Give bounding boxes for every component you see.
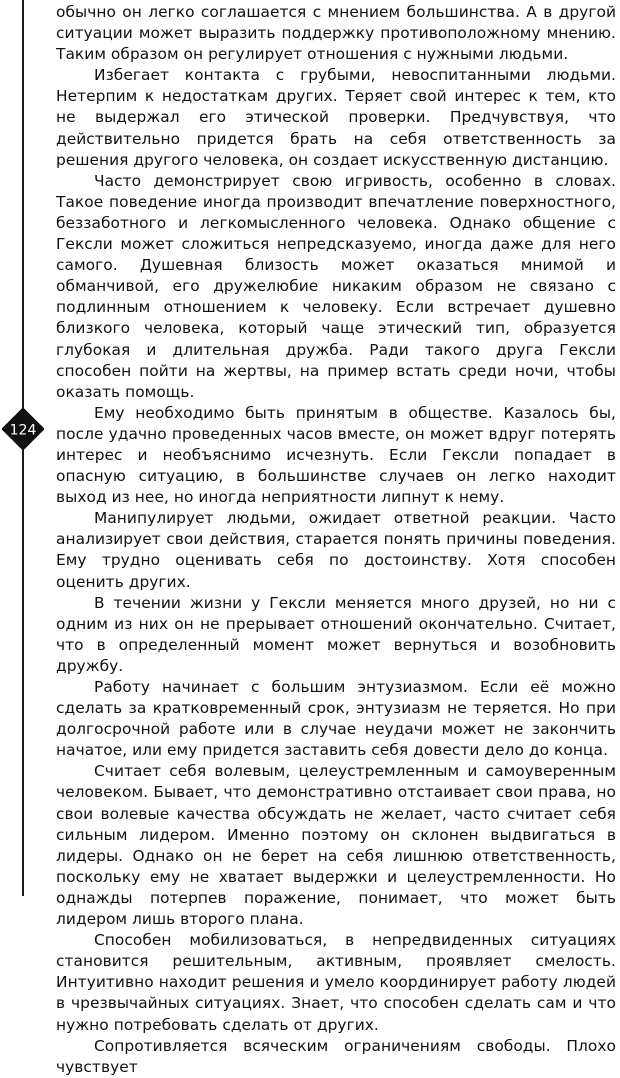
paragraph: Ему необходимо быть принятым в обществе. Казалось бы, после удачно проведенных часов вместе, он может вдруг потерять интерес и необъяснимо исчезнуть. Если Гексли попадает в опасную ситуацию, в большинстве случаев он легко находит выход из нее, но иногда неприятности липнут к нему.: [56, 403, 616, 507]
paragraph: Сопротивляется всяческим ограничениям свободы. Плохо чувствует: [56, 1036, 616, 1076]
paragraph: обычно он легко соглашается с мнением большинства. А в другой ситуации может выразить поддержку противоположному мнению. Таким образом он регулирует отношения с нужными людьми.: [56, 3, 616, 64]
paragraph: Избегает контакта с грубыми, невоспитанными людьми. Нетерпим к недостаткам других. Теряет свой интерес к тем, кто не выдержал его этической проверки. Предчувствуя, что действительно придется брать на себя ответственность за решения другого человека, он создает искусственную дистанцию.: [56, 66, 616, 169]
page-text: [56, 2, 616, 1078]
paragraph: В течении жизни у Гексли меняется много друзей, но ни с одним из них он не прерывает отношений окончательно. Считает, что в определенный момент может вернуться и возобновить дружбу.: [56, 593, 616, 675]
paragraph: Часто демонстрирует свою игривость, особенно в словах. Такое поведение иногда производит впечатление поверхностного, беззаботного и легкомысленного человека. Однако общение с Гексли может сложиться непредсказуемо, иногда даже для него самого. Душевная близость может оказаться мнимой и обманчивой, его дружелюбие никаким образом не связано с подлинным отношением к человеку. Если встречает душевно близкого человека, который чаще этический тип, образуется глубокая и длительная дружба. Ради такого друга Гексли способен пойти на жертвы, на пример встать среди ночи, чтобы оказать помощь.: [56, 171, 616, 401]
paragraph: Работу начинает с большим энтузиазмом. Если её можно сделать за кратковременный срок, энтузиазм не теряется. Но при долгосрочной работе или в случае неудачи может не закончить начатое, или ему придется заставить себя довести дело до конца.: [56, 678, 616, 760]
paragraph: Способен мобилизоваться, в непредвиденных ситуациях становится решительным, активным, проявляет смелость. Интуитивно находит решения и умело координирует работу людей в чрезвычайных ситуациях. Знает, что способен сделать сам и что нужно потребовать сделать от других.: [56, 931, 616, 1034]
page-number-badge: [2, 408, 44, 450]
paragraph: Считает себя волевым, целеустремленным и самоуверенным человеком. Бывает, что демонстративно отстаивает свои права, но свои волевые качества обсуждать не желает, часто считает себя сильным лидером. Именно поэтому он склонен выдвигаться в лидеры. Однако он не берет на себя лишнюю ответственность, поскольку ему не хватает выдержки и целеустремленности. Но однажды потерпев поражение, понимает, что может быть лидером лишь второго плана.: [56, 762, 616, 929]
paragraph: Манипулирует людьми, ожидает ответной реакции. Часто анализирует свои действия, старается понять причины поведения. Ему трудно оценивать себя по достоинству. Хотя способен оценить других.: [56, 509, 616, 591]
page-number: 124: [9, 422, 37, 439]
